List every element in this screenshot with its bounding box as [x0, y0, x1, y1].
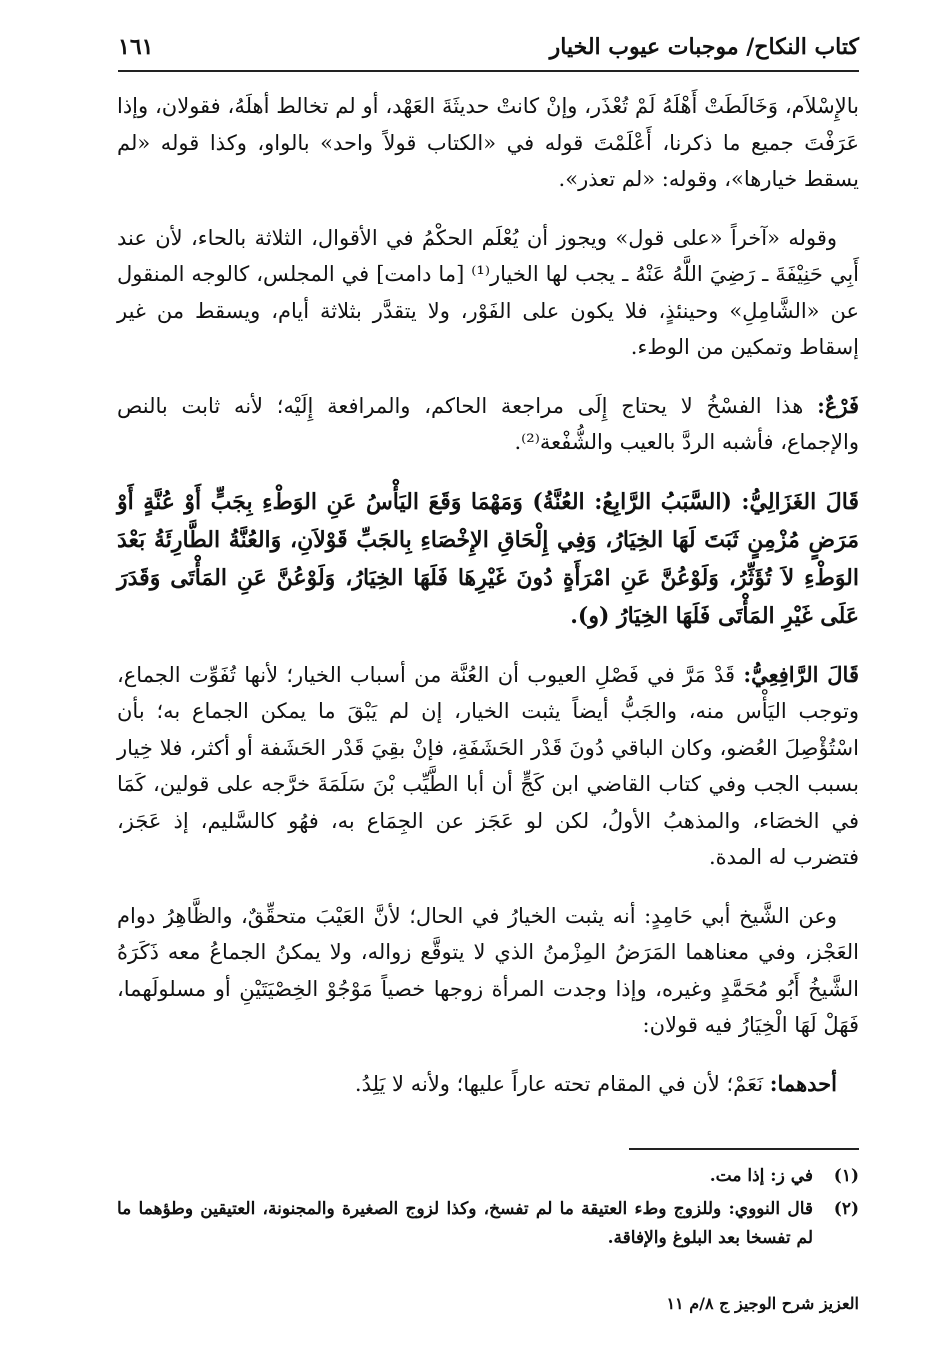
page-number: ١٦١: [118, 34, 154, 60]
footnote-1: [117, 1162, 859, 1191]
paragraph-text: (السَّبَبُ الرَّابِعُ: العُنَّةُ) وَمَهْمَا وَقَعَ اليَأْسُ عَنِ الوَطْءِ بِجَبٍّ أَوْ عُنَّةٍ أَوْ مَرَضٍ مُزْمِنٍ ثَبَتَ لَهَا الخِيَارُ، وَفِي إِلْحَاقِ الإِخْصَاءِ بِالجَبِّ قَوْلاَنِ، وَالعُنَّةُ الطَّارِئَةُ بَعْدَ الوَطْءِ لاَ تُؤَثِّرُ، وَلَوْعُنَّ عَنِ امْرَأَةٍ دُونَ غَيْرِهَا فَلَهَا الخِيَارُ، وَلَوْعُنَّ عَنِ المَأْتَى وَقَدَرَ عَلَى غَيْرِ المَأْتَى فَلَهَا الخِيَارُ (و).: [117, 488, 859, 629]
paragraph-text: نَعَمْ؛ لأن في المقام تحته عاراً عليها؛ ولأنه لا يَلِدُ.: [354, 1071, 770, 1096]
footnote-text: قال النووي: وللزوج وطء العتيقة ما لم تفسخ، وكذا لزوج الصغيرة والمجنونة، العتيقين وطؤهما ما لم تفسخا بعد البلوغ والإفاقة.: [117, 1199, 813, 1248]
page-signature: العزيز شرح الوجيز ج ٨/م ١١: [666, 1294, 859, 1313]
footnote-2: [117, 1195, 859, 1253]
footnotes: [117, 1148, 859, 1257]
paragraph-5: [117, 657, 859, 876]
footnote-divider: [629, 1148, 859, 1150]
paragraph-text: هذا الفسْخُ لا يحتاج إِلَى مراجعة الحاكم، والمرافعة إِلَيْه؛ لأنه ثابت بالنص والإجماع، فأشبه الردَّ بالعيب والشُّفْعة⁽²⁾.: [117, 393, 859, 454]
paragraph-lead: قَالَ الرَّافِعِيُّ:: [743, 661, 859, 687]
paragraph-text: وعن الشَّيخ أبي حَامِدٍ: أنه يثبت الخيارُ في الحال؛ لأنَّ العَيْبَ متحقِّقٌ، والظَّاهِرُ دوام العَجْز، وفي معناهما المَرَضُ المِزْمنُ الذي لا يتوقَّع زواله، ولا يمكنُ الجماعُ معه ذَكَرَهُ الشَّيخُ أَبُو مُحَمَّدٍ وغيره، وإذا وجدت المرأة زوجها خصياً مَوْجُوْ الخِصْيَتَيْنِ أو مسلولَهما، فَهَلْ لَهَا الْخِيَارُ فيه قولان:: [117, 903, 859, 1037]
paragraph-lead: فَرْعٌ:: [817, 392, 859, 418]
footnote-number: (٢): [833, 1199, 859, 1219]
footnote-number: (١): [833, 1166, 859, 1186]
paragraph-lead: أحدهما:: [769, 1070, 837, 1096]
paragraph-1: [117, 88, 859, 198]
paragraph-6: [117, 898, 859, 1044]
paragraph-text: قَدْ مَرَّ في فَصْلِ العيوب أن العُنَّة من أسباب الخيار؛ لأنها تُفَوِّت الجماع، وتوجب اليَأْس منه، والجَبُّ أيضاً يثبت الخيار، إن لم يَبْقَ ما يمكن الجماع به؛ بأن اسْتُؤْصِلَ العُضو، وكان الباقي دُونَ قَدْر الحَشَفَةِ، فإنْ بقِيَ قَدْر الحَشَفة أو أكثر، فلا خِيار بسبب الجب وفي كتاب القاضي ابن كَجٍّ أن أبا الطَّيِّب بْنَ سَلَمَةَ خرَّجه على قولين، كَمَا في الخصَاء، والمذهبُ الأولُ، لكن لو عَجَز عن الجِمَاع به، فهُو كالسَّليم، إذ عَجَز، فتضرب له المدة.: [117, 662, 859, 869]
running-title: كتاب النكاح/ موجبات عيوب الخيار: [549, 34, 859, 60]
paragraph-text: وقوله «آخراً «على قول» ويجوز أن يُعْلَم الحكْمُ في الأقوال، الثلاثة بالحاء، لأن عند أَبِي حَنِيْفَةَ ـ رَضِيَ اللَّهُ عَنْهُ ـ يجب لها الخيار⁽¹⁾ [ما دامت] في المجلس، كالوجه المنقول عن «الشَّامِلِ» وحينئذٍ، فلا يكون على الفَوْر، ولا يتقدَّر بثلاثة أيام، ويسقط من غير إسقاط وتمكين من الوطء.: [117, 225, 859, 359]
paragraph-4: [117, 483, 859, 635]
footnote-text: في ز: إذا مت.: [709, 1166, 813, 1186]
paragraph-7: [117, 1066, 859, 1103]
main-text: [117, 88, 859, 1124]
paragraph-3: [117, 388, 859, 461]
page-header: [118, 30, 859, 72]
paragraph-lead: قَالَ الغَزَالِيُّ:: [741, 488, 859, 515]
paragraph-text: بالإِسْلاَم، وَخَالَطَتْ أَهْلَهُ لَمْ تُعْذَر، وإنْ كانتْ حديثَةَ العَهْد، أو لم تخالط أهلَهُ، فقولان، وإذا عَرَفْتَ جميع ما ذكرنا، أَعْلَمْتَ قوله في «الكتاب قولاً واحد» بالواو، وكذا قوله «لم يسقط خيارها»، وقوله: «لم تعذر».: [117, 94, 859, 191]
paragraph-2: [117, 220, 859, 366]
